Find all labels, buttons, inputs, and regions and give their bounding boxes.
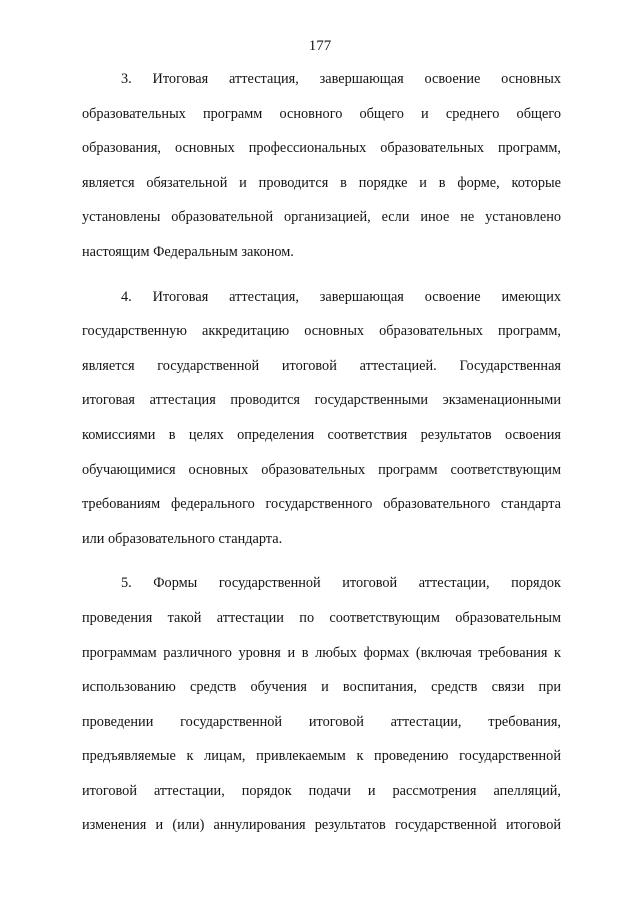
text-line: итоговой аттестации, порядок подачи и рассмотрения апелляций, — [82, 782, 561, 799]
document-body — [82, 62, 561, 853]
text-line: обучающимися основных образовательных программ соответствующим — [82, 461, 561, 478]
paragraph-3 — [82, 62, 561, 270]
text-line: или образовательного стандарта. — [82, 530, 283, 547]
page-number: 177 — [308, 38, 332, 54]
text-line: 3. Итоговая аттестация, завершающая освоение основных — [121, 71, 561, 87]
text-line: проведении государственной итоговой аттестации, требования, — [82, 713, 561, 730]
text-line: образовательных программ основного общего и среднего общего — [82, 105, 561, 122]
text-line: программам различного уровня и в любых формах (включая требования к — [82, 644, 561, 661]
text-line: требованиям федерального государственного образовательного стандарта — [82, 496, 561, 513]
text-line: изменения и (или) аннулирования результатов государственной итоговой — [82, 817, 561, 834]
text-line: проведения такой аттестации по соответствующим образовательным — [82, 609, 561, 626]
text-line: 4. Итоговая аттестация, завершающая освоение имеющих — [121, 288, 561, 305]
text-line: государственную аккредитацию основных образовательных программ, — [82, 323, 561, 340]
text-line: использованию средств обучения и воспитания, средств связи при — [82, 679, 561, 696]
paragraph-5 — [82, 566, 561, 843]
text-line: образования, основных профессиональных образовательных программ, — [82, 140, 561, 157]
text-line: является государственной итоговой аттестацией. Государственная — [82, 357, 561, 374]
text-line: установлены образовательной организацией, если иное не установлено — [82, 209, 561, 226]
text-line: итоговая аттестация проводится государственными экзаменационными — [82, 392, 561, 409]
paragraph-4 — [82, 280, 561, 557]
text-line: является обязательной и проводится в порядке и в форме, которые — [82, 174, 561, 191]
text-line: настоящим Федеральным законом. — [82, 243, 294, 260]
text-line: предъявляемые к лицам, привлекаемым к проведению государственной — [82, 748, 561, 765]
text-line: 5. Формы государственной итоговой аттестации, порядок — [121, 575, 561, 592]
text-line: комиссиями в целях определения соответствия результатов освоения — [82, 426, 561, 443]
